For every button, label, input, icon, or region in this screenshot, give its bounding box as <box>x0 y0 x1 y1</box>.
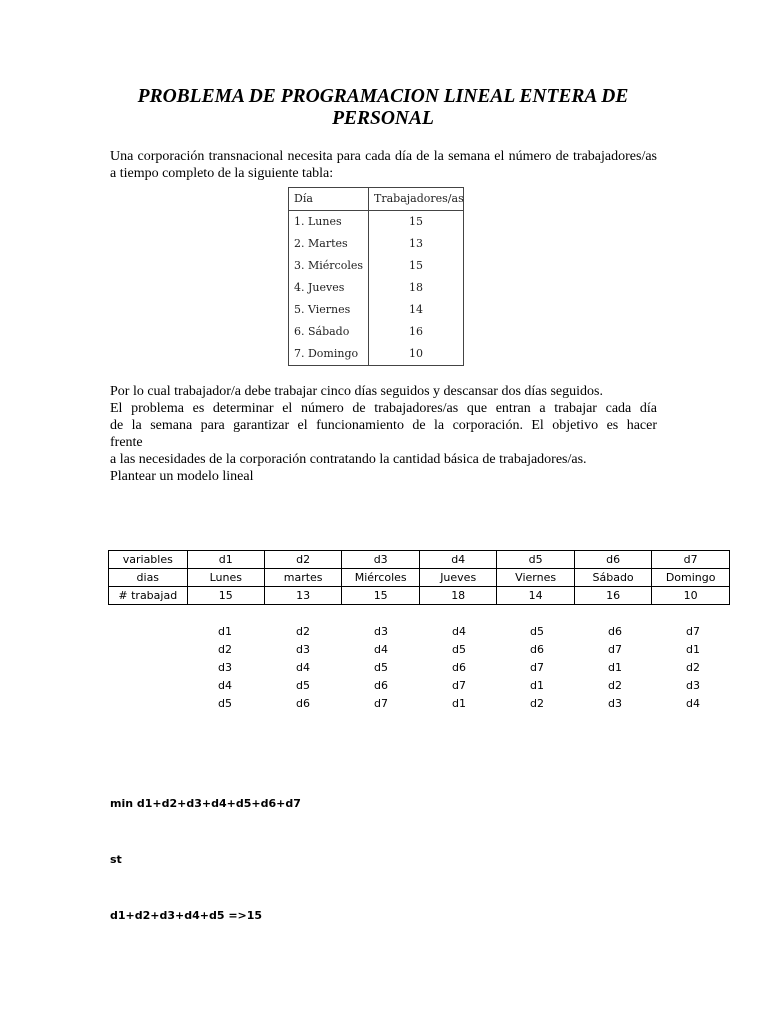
body-line: de la semana para garantizar el funcionamiento de la corporación. El objetivo es hacer <box>110 418 657 433</box>
demand-workers: 18 <box>409 281 423 294</box>
demand-workers: 16 <box>409 325 423 338</box>
body-line: Por lo cual trabajador/a debe trabajar cinco días seguidos y descansar dos días seguidos. <box>110 384 603 399</box>
constraint-monday: d1+d2+d3+d4+d5 =>15 <box>110 909 263 922</box>
demand-workers: 14 <box>409 303 423 316</box>
table-cell: Viernes <box>497 569 574 587</box>
table-row <box>109 569 730 587</box>
coverage-cell: d5 <box>218 697 232 710</box>
coverage-cell: d3 <box>686 679 700 692</box>
coverage-cell: d6 <box>452 661 466 674</box>
table-cell: 16 <box>574 587 651 605</box>
coverage-cell: d5 <box>452 643 466 656</box>
demand-workers: 13 <box>409 237 423 250</box>
table-cell: d7 <box>652 551 730 569</box>
subject-to-label: st <box>110 853 122 866</box>
table-cell: d6 <box>574 551 651 569</box>
demand-day: 7. Domingo <box>294 347 359 360</box>
table-cell: d4 <box>420 551 497 569</box>
variables-table <box>108 550 730 605</box>
demand-day: 2. Martes <box>294 237 348 250</box>
coverage-cell: d6 <box>608 625 622 638</box>
coverage-cell: d1 <box>686 643 700 656</box>
coverage-cell: d6 <box>296 697 310 710</box>
demand-day: 5. Viernes <box>294 303 351 316</box>
coverage-cell: d5 <box>374 661 388 674</box>
demand-workers: 15 <box>409 215 423 228</box>
table-cell: d3 <box>342 551 420 569</box>
body-paragraph <box>110 383 657 485</box>
table-cell: 15 <box>187 587 264 605</box>
coverage-cell: d4 <box>686 697 700 710</box>
table-cell: d5 <box>497 551 574 569</box>
demand-day: 1. Lunes <box>294 215 342 228</box>
table-cell: martes <box>264 569 341 587</box>
coverage-cell: d5 <box>530 625 544 638</box>
table-row <box>109 551 730 569</box>
table-cell: 10 <box>652 587 730 605</box>
coverage-cell: d3 <box>296 643 310 656</box>
table-cell: d1 <box>187 551 264 569</box>
coverage-cell: d7 <box>374 697 388 710</box>
coverage-cell: d4 <box>374 643 388 656</box>
coverage-cell: d7 <box>530 661 544 674</box>
demand-header-day: Día <box>294 192 313 205</box>
table-cell: Jueves <box>420 569 497 587</box>
coverage-row <box>108 697 732 715</box>
coverage-cell: d3 <box>608 697 622 710</box>
demand-day: 6. Sábado <box>294 325 350 338</box>
coverage-cell: d1 <box>530 679 544 692</box>
table-cell: Domingo <box>652 569 730 587</box>
coverage-row <box>108 643 732 661</box>
table-cell: dias <box>109 569 188 587</box>
table-row <box>109 587 730 605</box>
coverage-cell: d1 <box>218 625 232 638</box>
table-cell: 13 <box>264 587 341 605</box>
coverage-cell: d4 <box>296 661 310 674</box>
table-cell: Lunes <box>187 569 264 587</box>
coverage-cell: d2 <box>686 661 700 674</box>
table-cell: 15 <box>342 587 420 605</box>
document-title: PROBLEMA DE PROGRAMACION LINEAL ENTERA DE PERSONAL <box>137 86 629 129</box>
coverage-cell: d2 <box>218 643 232 656</box>
demand-header-workers: Trabajadores/as <box>374 192 464 205</box>
coverage-cell: d3 <box>218 661 232 674</box>
body-line: Plantear un modelo lineal <box>110 469 254 484</box>
coverage-row <box>108 661 732 679</box>
coverage-cell: d7 <box>686 625 700 638</box>
coverage-cell: d7 <box>608 643 622 656</box>
coverage-cell: d4 <box>452 625 466 638</box>
coverage-cell: d5 <box>296 679 310 692</box>
coverage-cell: d3 <box>374 625 388 638</box>
body-line: frente <box>110 435 143 450</box>
table-cell: d2 <box>264 551 341 569</box>
coverage-cell: d6 <box>374 679 388 692</box>
coverage-cell: d2 <box>296 625 310 638</box>
coverage-cell: d1 <box>452 697 466 710</box>
coverage-cell: d1 <box>608 661 622 674</box>
body-line: a las necesidades de la corporación contratando la cantidad básica de trabajadores/as. <box>110 452 587 467</box>
demand-table <box>288 187 464 366</box>
coverage-grid <box>108 625 732 715</box>
coverage-row <box>108 625 732 643</box>
table-cell: Miércoles <box>342 569 420 587</box>
objective-function: min d1+d2+d3+d4+d5+d6+d7 <box>110 797 301 810</box>
coverage-cell: d2 <box>608 679 622 692</box>
demand-day: 4. Jueves <box>294 281 345 294</box>
coverage-cell: d2 <box>530 697 544 710</box>
demand-workers: 15 <box>409 259 423 272</box>
coverage-row <box>108 679 732 697</box>
intro-paragraph: Una corporación transnacional necesita para cada día de la semana el número de trabajadores/as a tiempo completo de la siguiente tabla: <box>110 149 657 181</box>
table-cell: 14 <box>497 587 574 605</box>
coverage-cell: d7 <box>452 679 466 692</box>
body-line: El problema es determinar el número de trabajadores/as que entran a trabajar cada día <box>110 401 657 416</box>
coverage-cell: d4 <box>218 679 232 692</box>
demand-day: 3. Miércoles <box>294 259 363 272</box>
coverage-cell: d6 <box>530 643 544 656</box>
table-cell: 18 <box>420 587 497 605</box>
table-cell: variables <box>109 551 188 569</box>
table-cell: # trabajad <box>109 587 188 605</box>
table-cell: Sábado <box>574 569 651 587</box>
demand-workers: 10 <box>409 347 423 360</box>
